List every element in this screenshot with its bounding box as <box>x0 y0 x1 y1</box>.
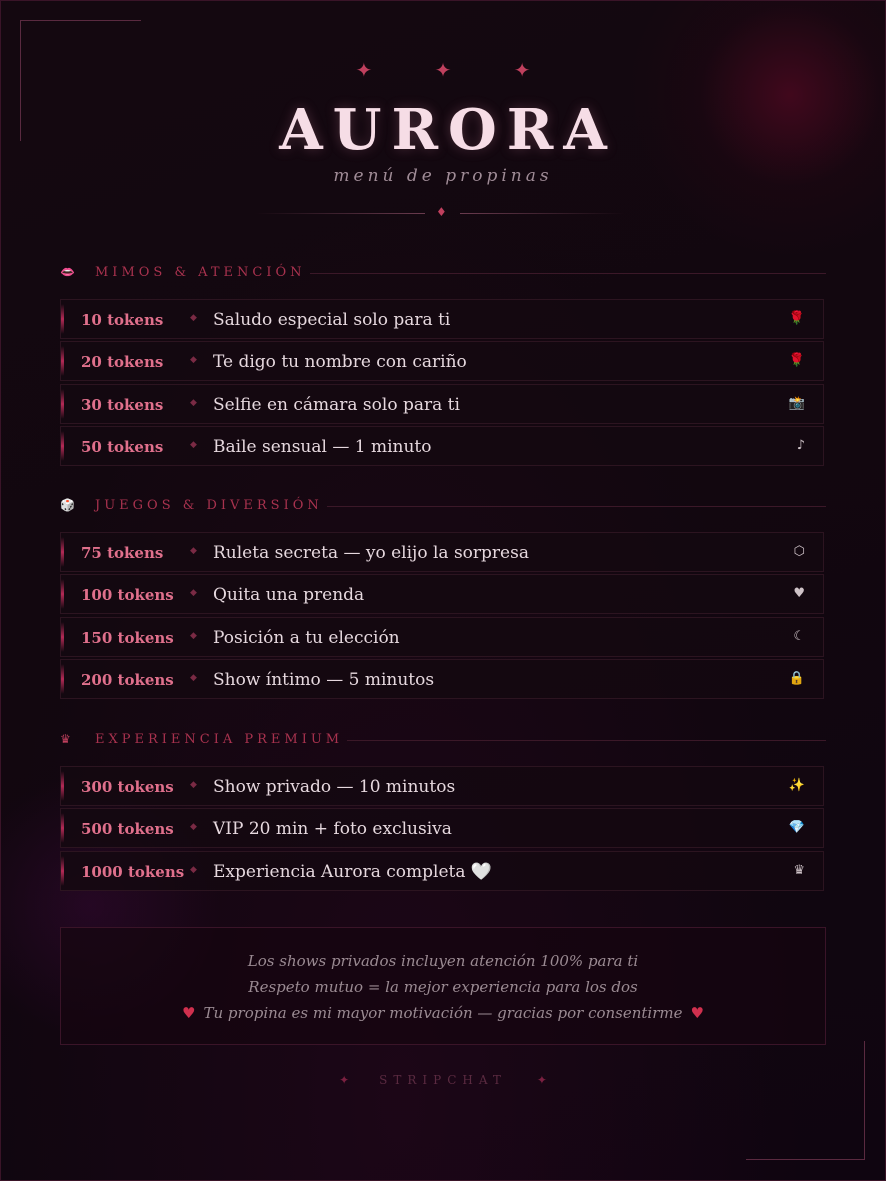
item-description: Posición a tu elección <box>213 628 400 648</box>
bullet-icon: ◆ <box>190 822 197 832</box>
row-accent <box>61 579 64 609</box>
item-description: Quita una prenda <box>213 585 365 605</box>
row-accent <box>61 389 64 419</box>
moon-icon: ☾ <box>793 629 805 644</box>
section-header <box>60 264 826 284</box>
bullet-icon: ◆ <box>190 780 197 790</box>
dice-icon: ⬡ <box>793 544 805 559</box>
footer <box>0 1073 886 1087</box>
bullet-icon: ◆ <box>190 631 197 641</box>
section-divider <box>327 506 826 507</box>
menu-item[interactable] <box>60 341 824 381</box>
item-description: Show privado — 10 minutos <box>213 777 456 797</box>
note-line-3-text: Tu propina es mi mayor motivación — gracias por consentirme <box>203 1004 683 1022</box>
header-divider-left <box>255 213 425 214</box>
diamond-icon: 💎 <box>788 820 805 835</box>
bullet-icon: ◆ <box>190 546 197 556</box>
corner-ornament-bottom-right <box>746 1041 865 1160</box>
header-divider-right <box>460 213 625 214</box>
item-price: 300 tokens <box>81 778 174 796</box>
bullet-icon: ◆ <box>190 355 197 365</box>
item-description: Selfie en cámara solo para ti <box>213 395 460 415</box>
rose-icon: 🌹 <box>788 311 805 326</box>
diamond-icon: ♦ <box>436 205 447 219</box>
item-price: 50 tokens <box>81 438 164 456</box>
menu-item[interactable] <box>60 532 824 572</box>
section-title: JUEGOS & DIVERSIÓN <box>95 498 323 513</box>
row-accent <box>61 304 64 334</box>
item-price: 100 tokens <box>81 586 174 604</box>
heart-icon: ♥ <box>690 1004 704 1022</box>
item-price: 150 tokens <box>81 629 174 647</box>
sparkle-icon: ✨ <box>788 778 805 793</box>
menu-item[interactable] <box>60 617 824 657</box>
item-price: 75 tokens <box>81 544 164 562</box>
menu-item[interactable] <box>60 574 824 614</box>
section-header <box>60 731 826 751</box>
music-note-icon: ♪ <box>796 438 805 453</box>
page-subtitle: menú de propinas <box>333 166 553 186</box>
row-accent <box>61 431 64 461</box>
item-price: 500 tokens <box>81 820 174 838</box>
row-accent <box>61 813 64 843</box>
lock-icon: 🔒 <box>788 671 805 686</box>
row-accent <box>61 856 64 886</box>
bullet-icon: ◆ <box>190 865 197 875</box>
rose-icon: 🌹 <box>788 353 805 368</box>
page-title: AURORA <box>279 97 617 163</box>
row-accent <box>61 771 64 801</box>
item-description: Saludo especial solo para ti <box>213 310 451 330</box>
item-description: Show íntimo — 5 minutos <box>213 670 435 690</box>
crown-icon: ♛ <box>793 863 805 878</box>
menu-item[interactable] <box>60 426 824 466</box>
section-divider <box>347 740 826 741</box>
section-divider <box>310 273 826 274</box>
section-header <box>60 497 826 517</box>
camera-icon: 📸 <box>788 396 805 411</box>
item-description: VIP 20 min + foto exclusiva <box>213 819 452 839</box>
item-price: 20 tokens <box>81 353 164 371</box>
row-accent <box>61 346 64 376</box>
section-title: EXPERIENCIA PREMIUM <box>95 732 344 747</box>
bullet-icon: ◆ <box>190 313 197 323</box>
heart-icon: ♥ <box>793 586 805 601</box>
note-line-3 <box>61 1004 825 1022</box>
item-description: Baile sensual — 1 minuto <box>213 437 432 457</box>
bullet-icon: ◆ <box>190 673 197 683</box>
menu-item[interactable] <box>60 808 824 848</box>
item-price: 30 tokens <box>81 396 164 414</box>
menu-item[interactable] <box>60 659 824 699</box>
lips-icon: 👄 <box>60 265 75 279</box>
menu-item[interactable] <box>60 384 824 424</box>
row-accent <box>61 537 64 567</box>
menu-item[interactable] <box>60 766 824 806</box>
heart-icon: ♥ <box>182 1004 196 1022</box>
sparkle-icon: ✦ <box>536 1073 547 1087</box>
row-accent <box>61 622 64 652</box>
menu-item[interactable] <box>60 851 824 891</box>
info-note <box>60 927 826 1045</box>
bullet-icon: ◆ <box>190 398 197 408</box>
menu-item[interactable] <box>60 299 824 339</box>
item-description: Te digo tu nombre con cariño <box>213 352 467 372</box>
section-title: MIMOS & ATENCIÓN <box>95 265 306 280</box>
dice-icon: 🎲 <box>60 498 75 512</box>
bullet-icon: ◆ <box>190 588 197 598</box>
item-price: 200 tokens <box>81 671 174 689</box>
item-description: Experiencia Aurora completa 🤍 <box>213 862 493 882</box>
footer-brand: STRIPCHAT <box>379 1073 507 1087</box>
sparkle-icon: ✦ <box>339 1073 350 1087</box>
row-accent <box>61 664 64 694</box>
note-line-1: Los shows privados incluyen atención 100% para ti <box>247 952 639 970</box>
header-stars: ✦ ✦ ✦ <box>355 58 559 82</box>
note-line-2: Respeto mutuo = la mejor experiencia para los dos <box>248 978 638 996</box>
bullet-icon: ◆ <box>190 440 197 450</box>
item-price: 10 tokens <box>81 311 164 329</box>
item-description: Ruleta secreta — yo elijo la sorpresa <box>213 543 529 563</box>
item-price: 1000 tokens <box>81 863 185 881</box>
crown-icon: ♛ <box>60 732 71 746</box>
